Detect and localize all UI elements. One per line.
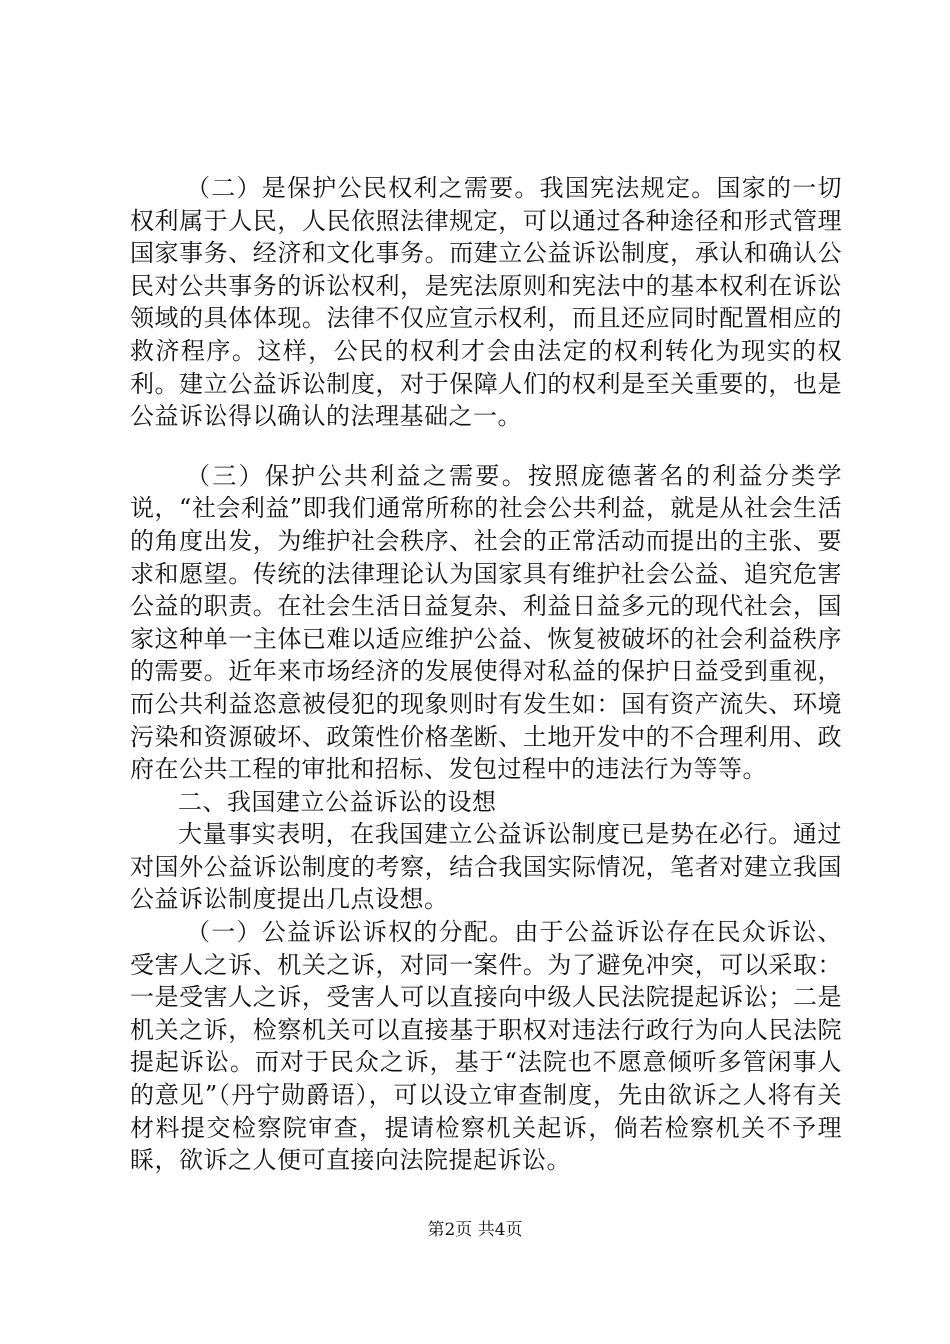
paragraph-gap <box>130 433 842 460</box>
paragraph-public-interest: （三）保护公共利益之需要。按照庞德著名的利益分类学说，“社会利益”即我们通常所称的社会公共利益，就是从社会生活的角度出发，为维护社会秩序、社会的正常活动而提出的主张、要求和愿望。传统的法律理论认为国家具有维护社会公益、追究危害公益的职责。在社会生活日益复杂、利益日益多元的现代社会，国家这种单一主体已难以适应维护公益、恢复被破坏的社会利益秩序的需要。近年来市场经济的发展使得对私益的保护日益受到重视，而公共利益恣意被侵犯的现象则时有发生如：国有资产流失、环境污染和资源破坏、政策性价格垄断、土地开发中的不合理利用、政府在公共工程的审批和招标、发包过程中的违法行为等等。 <box>130 461 842 784</box>
section-heading: 二、我国建立公益诉讼的设想 <box>178 787 497 816</box>
paragraph-facts: 大量事实表明，在我国建立公益诉讼制度已是势在必行。通过对国外公益诉讼制度的考察，结合我国实际情况，笔者对建立我国公益诉讼制度提出几点设想。 <box>130 820 842 914</box>
page-number-footer: 第2页 共4页 <box>427 1220 523 1240</box>
document-body <box>130 172 842 1177</box>
paragraph-right-allocation: （一）公益诉讼诉权的分配。由于公益诉讼存在民众诉讼、受害人之诉、机关之诉，对同一案件。为了避免冲突，可以采取：一是受害人之诉，受害人可以直接向中级人民法院提起诉讼；二是机关之诉，检察机关可以直接基于职权对违法行政行为向人民法院提起诉讼。而对于民众之诉，基于“法院也不愿意倾听多管闲事人的意见”（丹宁勋爵语），可以设立审查制度，先由欲诉之人将有关材料提交检察院审查，提请检察机关起诉，倘若检察机关不予理睬，欲诉之人便可直接向法院提起诉讼。 <box>130 918 842 1175</box>
paragraph-citizen-rights: （二）是保护公民权利之需要。我国宪法规定。国家的一切权利属于人民，人民依照法律规定，可以通过各种途径和形式管理国家事务、经济和文化事务。而建立公益诉讼制度，承认和确认公民对公共事务的诉讼权利，是宪法原则和宪法中的基本权利在诉讼领域的具体体现。法律不仅应宣示权利，而且还应同时配置相应的救济程序。这样，公民的权利才会由法定的权利转化为现实的权利。建立公益诉讼制度，对于保障人们的权利是至关重要的，也是公益诉讼得以确认的法理基础之一。 <box>130 174 842 431</box>
